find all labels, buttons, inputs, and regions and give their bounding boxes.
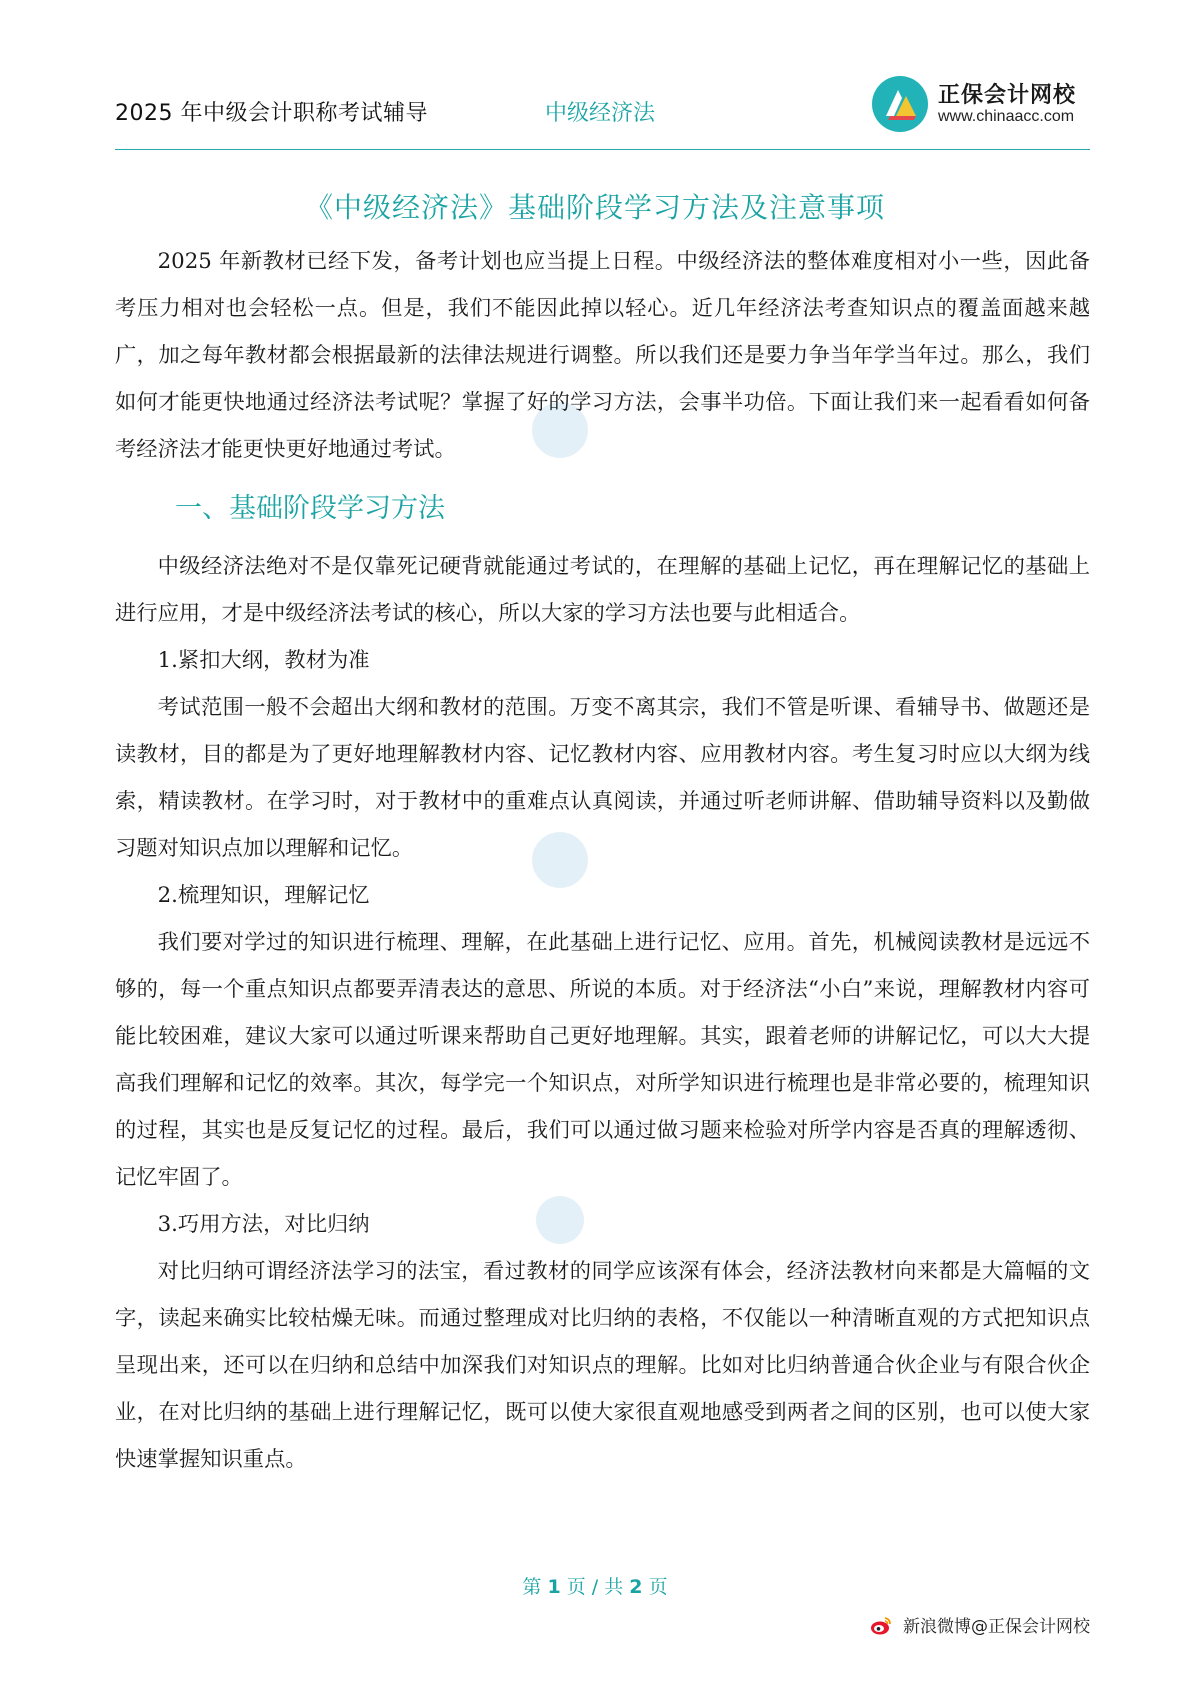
subject-label: 中级经济法 [545,101,656,126]
document-title: 《中级经济法》基础阶段学习方法及注意事项 [304,191,885,224]
weibo-icon [870,1616,892,1636]
subsection-title: 2.梳理知识，理解记忆 [157,883,370,908]
page-header [0,0,1190,150]
chinaacc-logo [872,74,1090,134]
page-mid: 页 / 共 [566,1576,624,1598]
logo-emblem-icon [872,76,928,132]
page-number [0,1572,1190,1599]
page-total: 2 [629,1576,643,1598]
page-current: 1 [547,1576,561,1598]
subsection-paragraph: 我们要对学过的知识进行梳理、理解，在此基础上进行记忆、应用。首先，机械阅读教材是远远不够的，每一个重点知识点都要弄清表达的意思、所说的本质。对于经济法“小白”来说，理解教材内容可能比较困难，建议大家可以通过听课来帮助自己更好地理解。其实，跟着老师的讲解记忆，可以大大提高我们理解和记忆的效率。其次，每学完一个知识点，对所学知识进行梳理也是非常必要的，梳理知识的过程，其实也是反复记忆的过程。最后，我们可以通过做习题来检验对所学内容是否真的理解透彻、记忆牢固了。 [115,930,1090,1190]
section-lead-paragraph: 中级经济法绝对不是仅靠死记硬背就能通过考试的，在理解的基础上记忆，再在理解记忆的基础上进行应用，才是中级经济法考试的核心，所以大家的学习方法也要与此相适合。 [115,554,1090,626]
subsection-title: 3.巧用方法，对比归纳 [157,1212,370,1237]
weibo-text: 新浪微博@正保会计网校 [903,1617,1090,1637]
logo-name: 正保会计网校 [938,83,1077,108]
page-prefix: 第 [522,1576,542,1598]
subsection-paragraph: 考试范围一般不会超出大纲和教材的范围。万变不离其宗，我们不管是听课、看辅导书、做题还是读教材，目的都是为了更好地理解教材内容、记忆教材内容、应用教材内容。考生复习时应以大纲为线索，精读教材。在学习时，对于教材中的重难点认真阅读，并通过听老师讲解、借助辅导资料以及勤做习题对知识点加以理解和记忆。 [115,695,1090,861]
document-body [115,238,1090,1483]
page-suffix: 页 [648,1576,668,1598]
weibo-credit [870,1612,1090,1637]
logo-url: www.chinaacc.com [938,108,1075,125]
section-heading: 一、基础阶段学习方法 [175,493,445,524]
subsection-paragraph: 对比归纳可谓经济法学习的法宝，看过教材的同学应该深有体会，经济法教材向来都是大篇幅的文字，读起来确实比较枯燥无味。而通过整理成对比归纳的表格，不仅能以一种清晰直观的方式把知识点呈现出来，还可以在归纳和总结中加深我们对知识点的理解。比如对比归纳普通合伙企业与有限合伙企业，在对比归纳的基础上进行理解记忆，既可以使大家很直观地感受到两者之间的区别，也可以使大家快速掌握知识重点。 [115,1259,1090,1472]
exam-guide-title: 2025 年中级会计职称考试辅导 [115,101,428,126]
intro-paragraph: 2025 年新教材已经下发，备考计划也应当提上日程。中级经济法的整体难度相对小一些，因此备考压力相对也会轻松一点。但是，我们不能因此掉以轻心。近几年经济法考查知识点的覆盖面越来越广，加之每年教材都会根据最新的法律法规进行调整。所以我们还是要力争当年学当年过。那么，我们如何才能更快地通过经济法考试呢？掌握了好的学习方法，会事半功倍。下面让我们来一起看看如何备考经济法才能更快更好地通过考试。 [115,249,1090,462]
subsection-title: 1.紧扣大纲，教材为准 [157,648,370,673]
header-divider [115,149,1090,150]
